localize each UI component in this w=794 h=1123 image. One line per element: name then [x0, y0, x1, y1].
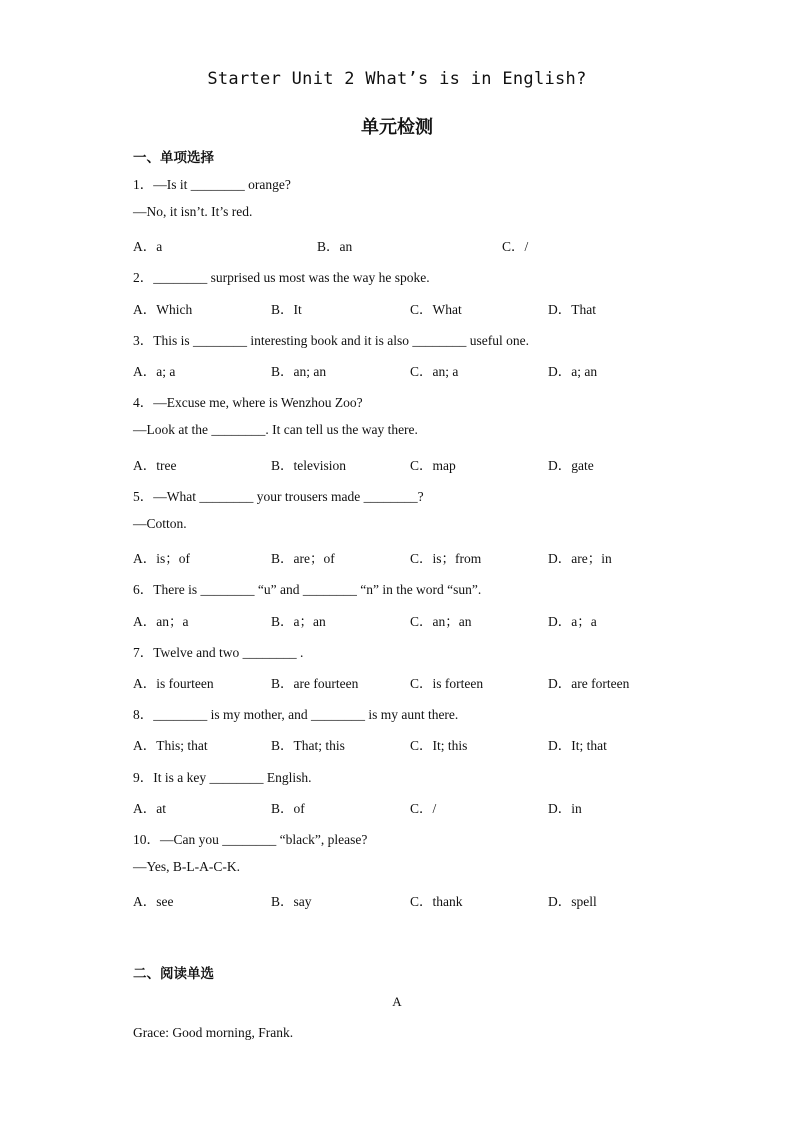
- question-4-option-c: C．map: [410, 458, 456, 473]
- passage-line: Grace: Good morning, Frank.: [133, 1025, 294, 1040]
- question-4-option-b: B．television: [271, 458, 346, 473]
- question-1-option-b: B．an: [317, 239, 353, 254]
- question-7-stem: 7．Twelve and two ________ .: [133, 645, 304, 660]
- question-2-option-c: C．What: [410, 302, 462, 317]
- question-6-option-b: B．a；an: [271, 614, 326, 629]
- question-1-option-c: C．/: [502, 239, 529, 254]
- question-5-response: —Cotton.: [133, 516, 187, 531]
- question-5-option-d: D．are；in: [548, 551, 612, 566]
- question-6-stem: 6．There is ________ “u” and ________ “n” in the word “sun”.: [133, 582, 482, 597]
- question-9-stem: 9．It is a key ________ English.: [133, 770, 312, 785]
- question-10-stem: 10．—Can you ________ “black”, please?: [133, 832, 368, 847]
- question-8-option-c: C．It; this: [410, 738, 468, 753]
- question-3-option-d: D．a; an: [548, 364, 598, 379]
- question-10-option-d: D．spell: [548, 894, 597, 909]
- question-5-option-c: C．is；from: [410, 551, 482, 566]
- question-3-option-a: A．a; a: [133, 364, 176, 379]
- section-heading-reading: 二、阅读单选: [133, 966, 214, 982]
- passage-label: A: [392, 994, 402, 1009]
- question-9-option-a: A．at: [133, 801, 166, 816]
- question-4-stem: 4．—Excuse me, where is Wenzhou Zoo?: [133, 395, 363, 410]
- question-9-option-d: D．in: [548, 801, 582, 816]
- question-6-option-d: D．a；a: [548, 614, 597, 629]
- question-8-option-d: D．It; that: [548, 738, 607, 753]
- question-6-option-c: C．an；an: [410, 614, 472, 629]
- question-10-option-b: B．say: [271, 894, 312, 909]
- question-3-option-b: B．an; an: [271, 364, 327, 379]
- page-subtitle: 单元检测: [361, 117, 433, 138]
- question-5-option-b: B．are；of: [271, 551, 335, 566]
- question-3-option-c: C．an; a: [410, 364, 459, 379]
- question-4-option-d: D．gate: [548, 458, 594, 473]
- question-7-option-c: C．is forteen: [410, 676, 484, 691]
- page-title: Starter Unit 2 What’s is in English?: [207, 69, 587, 89]
- question-8-stem: 8．________ is my mother, and ________ is my aunt there.: [133, 707, 459, 722]
- question-2-option-d: D．That: [548, 302, 596, 317]
- question-4-option-a: A．tree: [133, 458, 177, 473]
- question-2-option-b: B．It: [271, 302, 302, 317]
- question-2-stem: 2．________ surprised us most was the way he spoke.: [133, 270, 430, 285]
- question-8-option-a: A．This; that: [133, 738, 208, 753]
- question-2-option-a: A．Which: [133, 302, 193, 317]
- question-7-option-d: D．are forteen: [548, 676, 630, 691]
- question-5-option-a: A．is；of: [133, 551, 190, 566]
- question-5-stem: 5．—What ________ your trousers made ________?: [133, 489, 424, 504]
- question-1-option-a: A．a: [133, 239, 163, 254]
- question-9-option-b: B．of: [271, 801, 305, 816]
- question-10-response: —Yes, B-L-A-C-K.: [133, 859, 241, 874]
- question-7-option-a: A．is fourteen: [133, 676, 214, 691]
- question-4-response: —Look at the ________. It can tell us the way there.: [133, 422, 418, 437]
- question-6-option-a: A．an；a: [133, 614, 189, 629]
- question-1-stem: 1．—Is it ________ orange?: [133, 177, 291, 192]
- question-1-response: —No, it isn’t. It’s red.: [133, 204, 253, 219]
- section-heading-multiple-choice: 一、单项选择: [133, 150, 214, 166]
- question-8-option-b: B．That; this: [271, 738, 345, 753]
- question-3-stem: 3．This is ________ interesting book and it is also ________ useful one.: [133, 333, 529, 348]
- question-10-option-c: C．thank: [410, 894, 463, 909]
- question-9-option-c: C．/: [410, 801, 437, 816]
- question-10-option-a: A．see: [133, 894, 174, 909]
- question-7-option-b: B．are fourteen: [271, 676, 359, 691]
